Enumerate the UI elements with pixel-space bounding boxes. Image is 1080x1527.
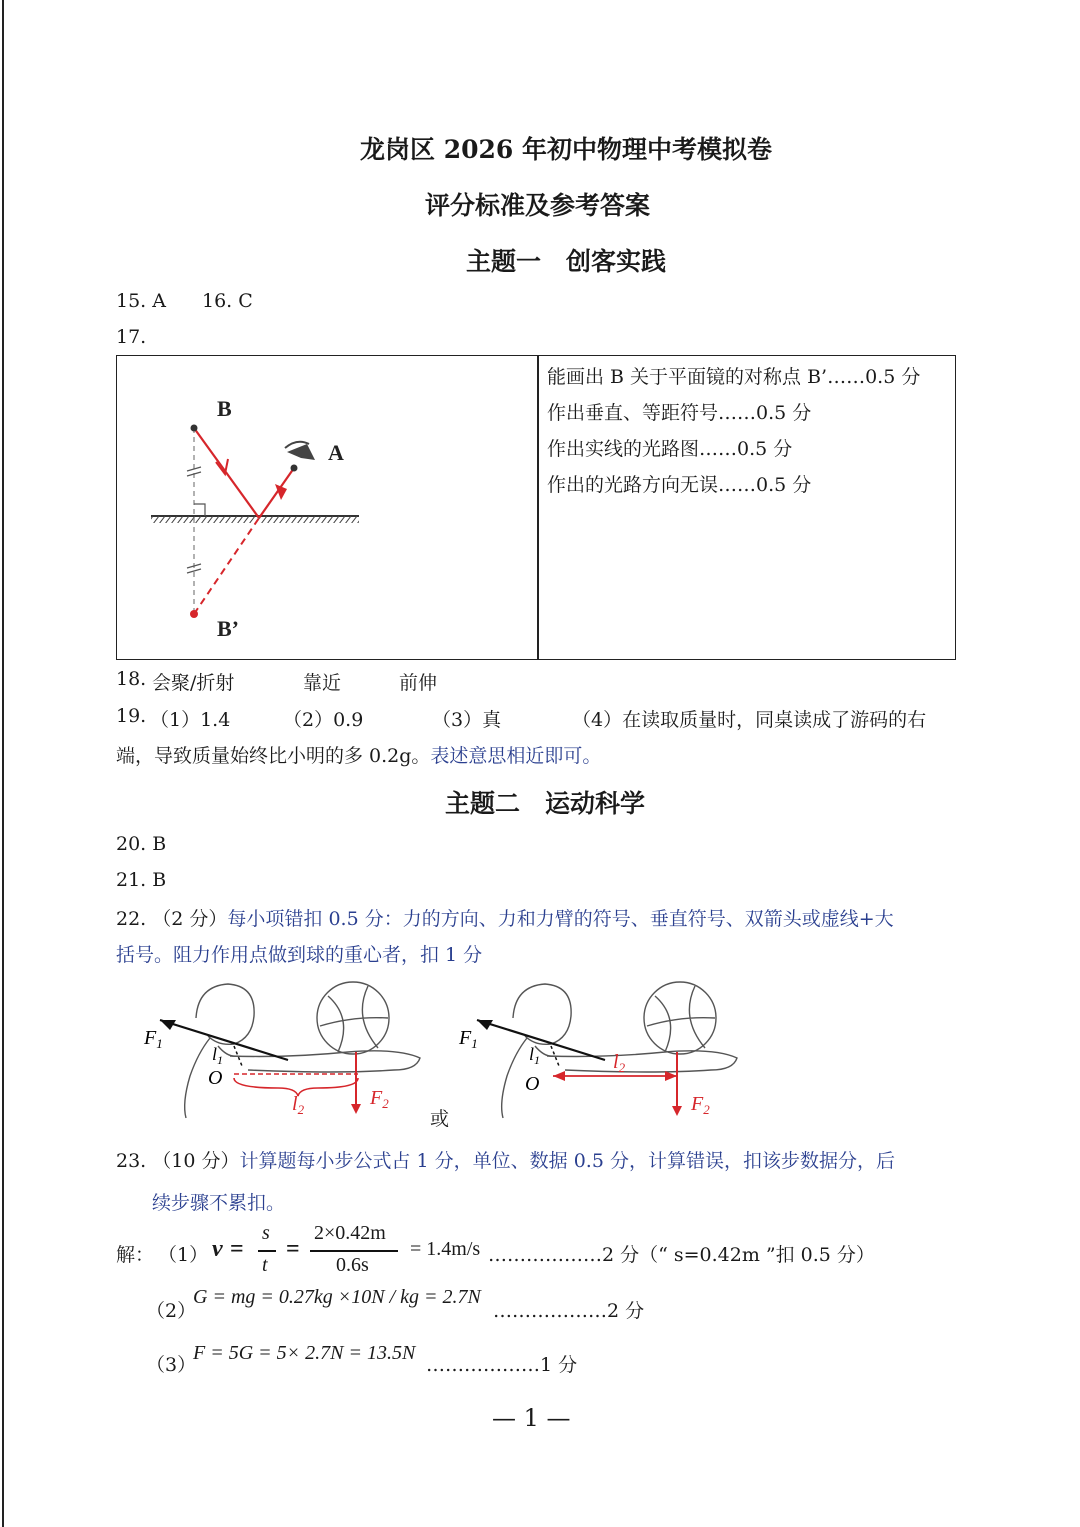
q17-criterion-3: 作出实线的光路图……0.5 分 (547, 438, 793, 460)
force-f2-arrowhead-2 (672, 1106, 682, 1116)
q17-criterion-1: 能画出 B 关于平面镜的对称点 B’……0.5 分 (547, 366, 921, 388)
fig2-o-label: O (525, 1073, 540, 1095)
page-number: — 1 — (492, 1404, 571, 1432)
fig2-l2-label: $l_2$ (613, 1051, 626, 1075)
q22-line-2: 括号。阻力作用点做到球的重心者，扣 1 分 (116, 944, 483, 966)
step2-formula: G = mg = 0.27kg ×10N / kg = 2.7N (193, 1286, 481, 1308)
page-subtitle: 评分标准及参考答案 (425, 191, 651, 220)
fig2-f2-label: $F_2$ (691, 1093, 710, 1117)
step1-frac-den: t (262, 1254, 268, 1276)
label-a: A (328, 440, 344, 465)
point-a (291, 465, 298, 472)
l2-arrowhead-left (553, 1071, 565, 1081)
q18-answer-2: 靠近 (303, 672, 342, 694)
step1-frac-bar-2 (310, 1250, 398, 1252)
label-b-prime: B’ (217, 616, 239, 641)
q19-part-4-cont (116, 741, 601, 768)
q19-part-1: （1）1.4 (150, 709, 231, 731)
page-title: 龙岗区 2026 年初中物理中考模拟卷 (360, 135, 772, 164)
step1-v: v (212, 1236, 223, 1262)
q17-criterion-2: 作出垂直、等距符号……0.5 分 (547, 402, 812, 424)
mirror-hatching (151, 516, 359, 523)
step1-den2: 0.6s (336, 1254, 369, 1276)
q19-number: 19. (116, 705, 147, 727)
solution-label: 解： (116, 1244, 155, 1266)
fig2-l1-label: $l_1$ (529, 1044, 541, 1067)
volleyball-lever-figure-1 (138, 978, 438, 1123)
q18-number: 18. (116, 668, 147, 690)
figure-or-label: 或 (430, 1108, 450, 1130)
virtual-ray-dashed (194, 518, 259, 614)
answer-q15: 15. A (116, 290, 166, 312)
fig1-l2-label: $l_2$ (292, 1093, 305, 1117)
fig1-o-label: O (208, 1067, 223, 1089)
force-f1-arrow-2 (477, 1020, 605, 1060)
answer-q21: 21. B (116, 869, 167, 891)
force-f2-arrowhead (351, 1104, 361, 1114)
mirror-reflection-diagram (117, 356, 537, 658)
q23-line-2: 续步骤不累扣。 (152, 1192, 286, 1214)
answer-q20: 20. B (116, 833, 167, 855)
step1-frac-num: s (262, 1222, 270, 1244)
fig1-f1-label: $F_1$ (144, 1027, 163, 1051)
q23-line-1 (116, 1146, 895, 1173)
q23-number: 23. (116, 1150, 147, 1172)
fig2-f1-label: $F_1$ (459, 1027, 478, 1051)
q22-number: 22. (116, 908, 147, 930)
q22-score: （2 分） (152, 908, 228, 930)
q19-part-4: （4）在读取质量时，同桌读成了游码的右 (572, 709, 927, 731)
q22-criteria-1: 每小项错扣 0.5 分：力的方向、力和力臂的符号、垂直符号、双箭头或虚线+大 (227, 908, 894, 930)
q19-part-4-text: 端，导致质量始终比小明的多 0.2g。 (116, 745, 431, 767)
reflected-ray (259, 468, 294, 518)
q19-part-3: （3）真 (432, 709, 502, 731)
step3-formula: F = 5G = 5× 2.7N = 13.5N (193, 1342, 416, 1364)
step2-number: （2） (146, 1300, 197, 1322)
step1-eq2: = (286, 1236, 300, 1262)
eye-icon (285, 442, 315, 460)
q19-note: 表述意思相近即可。 (430, 745, 602, 767)
volleyball-lever-figure-2 (455, 978, 755, 1123)
l2-arrowhead-right (665, 1071, 677, 1081)
right-angle-mark (194, 504, 205, 516)
label-b: B (217, 396, 232, 421)
fig1-f2-label: $F_2$ (370, 1087, 389, 1111)
section-heading-1: 主题一 创客实践 (466, 247, 667, 276)
table-divider (537, 356, 539, 659)
answer-q16: 16. C (202, 290, 253, 312)
page-left-border (2, 0, 4, 1527)
q19-part-2: （2）0.9 (283, 709, 364, 731)
step1-number: （1） (158, 1244, 209, 1266)
point-b (191, 425, 198, 432)
step1-eq1: = (230, 1236, 244, 1262)
step2-score: ………………2 分 (493, 1300, 645, 1322)
step1-num2: 2×0.42m (314, 1222, 386, 1244)
fig1-l1-label: $l_1$ (212, 1044, 224, 1067)
q17-answer-table (116, 355, 956, 660)
step1-score: ………………2 分（“ s=0.42m ”扣 0.5 分） (488, 1244, 875, 1266)
force-f1-arrow (160, 1020, 288, 1060)
step1-result: = 1.4m/s (410, 1238, 481, 1260)
step3-number: （3） (146, 1354, 197, 1376)
q17-criterion-4: 作出的光路方向无误……0.5 分 (547, 474, 812, 496)
step1-frac-bar (258, 1250, 276, 1252)
step3-score: ………………1 分 (426, 1354, 578, 1376)
q23-score: （10 分） (152, 1150, 240, 1172)
q18-answer-3: 前伸 (399, 672, 438, 694)
point-b-prime (190, 610, 198, 618)
question-17-label: 17. (116, 326, 147, 348)
q18-answer-1: 会聚/折射 (152, 672, 235, 694)
q23-criteria-1: 计算题每小步公式占 1 分，单位、数据 0.5 分，计算错误，扣该步数据分，后 (239, 1150, 895, 1172)
section-heading-2: 主题二 运动科学 (445, 789, 646, 818)
q22-line-1 (116, 904, 894, 931)
